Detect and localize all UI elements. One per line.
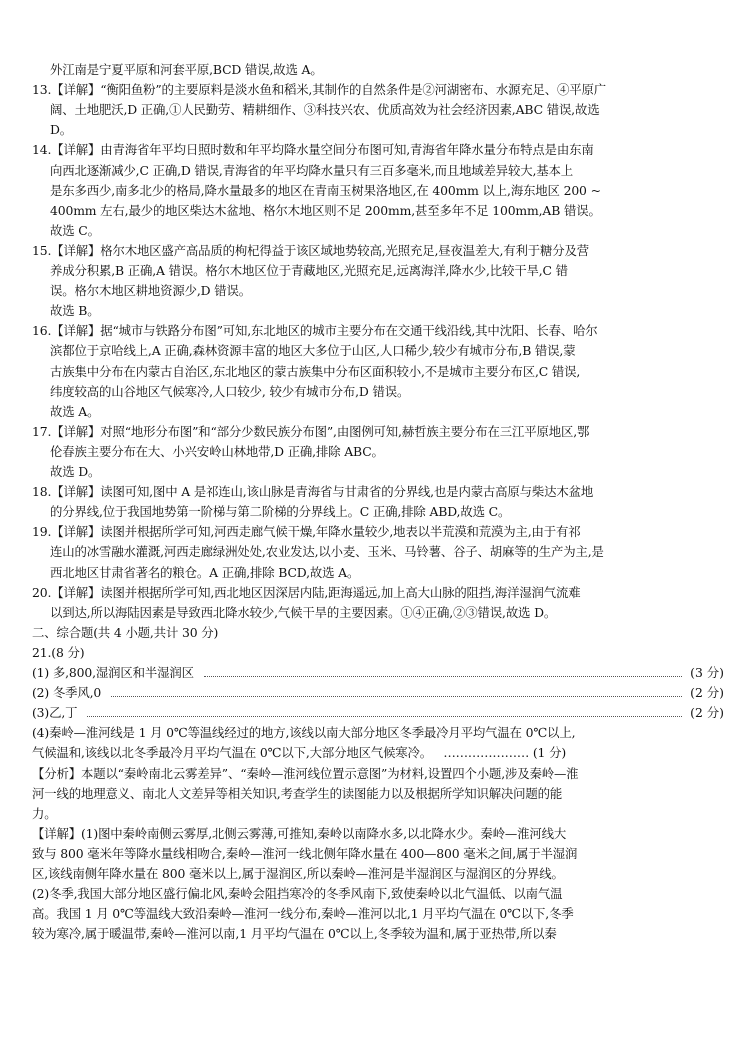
text-line: (4)秦岭—淮河线是 1 月 0℃等温线经过的地方,该线以南大部分地区冬季最冷月平均气温在 0℃以上, xyxy=(32,725,576,741)
text-line: 二、综合题(共 4 小题,共计 30 分) xyxy=(32,624,219,640)
answer-line: (2) 冬季风,0 xyxy=(32,685,102,701)
text-line: 向西北逐渐减少,C 正确,D 错误,青海省的年平均降水量只有三百多毫米,而且地域差异较大,基本上 xyxy=(50,162,574,178)
answer-points: (3 分) xyxy=(690,665,724,680)
text-line: 致与 800 毫米年等降水量线相吻合,秦岭—淮河一线北侧年降水量在 400—800 毫米之间,属于半湿润 xyxy=(32,845,578,861)
answer-line: (1) 多,800,湿润区和半湿润区 xyxy=(32,665,194,680)
text-line: (2)冬季,我国大部分地区盛行偏北风,秦岭会阻挡寒冷的冬季风南下,致使秦岭以北气温低、以南气温 xyxy=(32,886,563,902)
text-line: 16.【详解】据“城市与铁路分布图”可知,东北地区的城市主要分布在交通干线沿线,其中沈阳、长春、哈尔 xyxy=(32,323,598,339)
text-line: D。 xyxy=(50,122,73,138)
text-line: 阔、土地肥沃,D 正确,①人民勤劳、精耕细作、③科技兴农、优质高效为社会经济因素,ABC 错误,故选 xyxy=(50,102,600,118)
text-line: 以到达,所以海陆因素是导致西北降水较少,气候干旱的主要因素。①④正确,②③错误,故选 D。 xyxy=(50,604,557,620)
text-line: 18.【详解】读图可知,图中 A 是祁连山,该山脉是青海省与甘肃省的分界线,也是内蒙古高原与柴达木盆地 xyxy=(32,484,594,500)
text-line: 21.(8 分) xyxy=(32,644,85,660)
text-line: 气候温和,该线以北冬季最冷月平均气温在 0℃以下,大部分地区气候寒冷。 ………………… (1 分) xyxy=(32,745,566,761)
text-line: 区,该线南侧年降水量在 800 毫米以上,属于湿润区,所以秦岭—淮河是半湿润区与湿润区的分界线。 xyxy=(32,866,564,881)
text-line: 13.【详解】“衡阳鱼粉”的主要原料是淡水鱼和稻米,其制作的自然条件是②河湖密布、水源充足、④平原广 xyxy=(32,82,606,98)
text-line: 是东多西少,南多北少的格局,降水量最多的地区在青南玉树果洛地区,在 400mm 以上,海东地区 200 ~ xyxy=(50,182,601,198)
text-line: 400mm 左右,最少的地区柴达木盆地、格尔木地区则不足 200mm,甚至多年不足 100mm,AB 错误。 xyxy=(50,202,601,218)
text-line: 外江南是宁夏平原和河套平原,BCD 错误,故选 A。 xyxy=(50,62,323,77)
leader-dots xyxy=(87,716,682,717)
text-line: 连山的冰雪融水灌溉,河西走廊绿洲处处,农业发达,以小麦、玉米、马铃薯、谷子、胡麻等的生产为主,是 xyxy=(50,544,604,560)
text-line: 河一线的地理意义、南北人文差异等相关知识,考查学生的读图能力以及根据所学知识解决问题的能 xyxy=(32,785,563,801)
answer-line: (3)乙,丁 xyxy=(32,705,78,721)
text-line: 滨都位于京哈线上,A 正确,森林资源丰富的地区大多位于山区,人口稀少,较少有城市分布,B 错误,蒙 xyxy=(50,343,576,359)
text-line: 【详解】(1)图中秦岭南侧云雾厚,北侧云雾薄,可推知,秦岭以南降水多,以北降水少。秦岭—淮河线大 xyxy=(32,825,567,841)
text-line: 古族集中分布在内蒙古自治区,东北地区的蒙古族集中分布区面积较小,不是城市主要分布区,C 错误, xyxy=(50,363,581,379)
text-line: 故选 C。 xyxy=(50,222,100,238)
text-line: 故选 A。 xyxy=(50,403,100,419)
text-line: 17.【详解】对照“地形分布图”和“部分少数民族分布图”,由图例可知,赫哲族主要分布在三江平原地区,鄂 xyxy=(32,423,590,439)
text-line: 故选 D。 xyxy=(50,464,101,479)
text-line: 误。格尔木地区耕地资源少,D 错误。 xyxy=(50,283,251,299)
leader-dots xyxy=(204,676,682,677)
text-line: 养成分积累,B 正确,A 错误。格尔木地区位于青藏地区,光照充足,远离海洋,降水少,比较干旱,C 错 xyxy=(50,263,568,278)
text-line: 故选 B。 xyxy=(50,303,100,319)
text-line: 15.【详解】格尔木地区盛产高品质的枸杞得益于该区域地势较高,光照充足,昼夜温差大,有利于糖分及营 xyxy=(32,242,589,258)
text-line: 纬度较高的山谷地区气候寒冷,人口较少, 较少有城市分布,D 错误。 xyxy=(50,383,410,399)
text-line: 高。我国 1 月 0℃等温线大致沿秦岭—淮河一线分布,秦岭—淮河以北,1 月平均气温在 0℃以下,冬季 xyxy=(32,906,574,922)
answer-points: (2 分) xyxy=(690,705,724,721)
leader-dots xyxy=(111,696,682,697)
text-line: 【分析】本题以“秦岭南北云雾差异”、“秦岭—淮河线位置示意图”为材料,设置四个小题,涉及秦岭—淮 xyxy=(32,765,579,781)
text-line: 的分界线,位于我国地势第一阶梯与第二阶梯的分界线上。C 正确,排除 ABD,故选 C。 xyxy=(50,504,511,520)
text-line: 较为寒冷,属于暖温带,秦岭—淮河以南,1 月平均气温在 0℃以上,冬季较为温和,属于亚热带,所以秦 xyxy=(32,926,557,942)
text-line: 14.【详解】由青海省年平均日照时数和年平均降水量空间分布图可知,青海省年降水量分布特点是由东南 xyxy=(32,142,594,158)
text-line: 20.【详解】读图并根据所学可知,西北地区因深居内陆,距海遥远,加上高大山脉的阻挡,海洋湿润气流难 xyxy=(32,584,581,600)
text-line: 西北地区甘肃省著名的粮仓。A 正确,排除 BCD,故选 A。 xyxy=(50,564,360,580)
text-line: 19.【详解】读图并根据所学可知,河西走廊气候干燥,年降水量较少,地表以半荒漠和荒漠为主,由于有祁 xyxy=(32,524,581,540)
text-line: 力。 xyxy=(32,805,57,821)
text-line: 伦春族主要分布在大、小兴安岭山林地带,D 正确,排除 ABC。 xyxy=(50,443,384,459)
answer-points: (2 分) xyxy=(690,685,724,701)
